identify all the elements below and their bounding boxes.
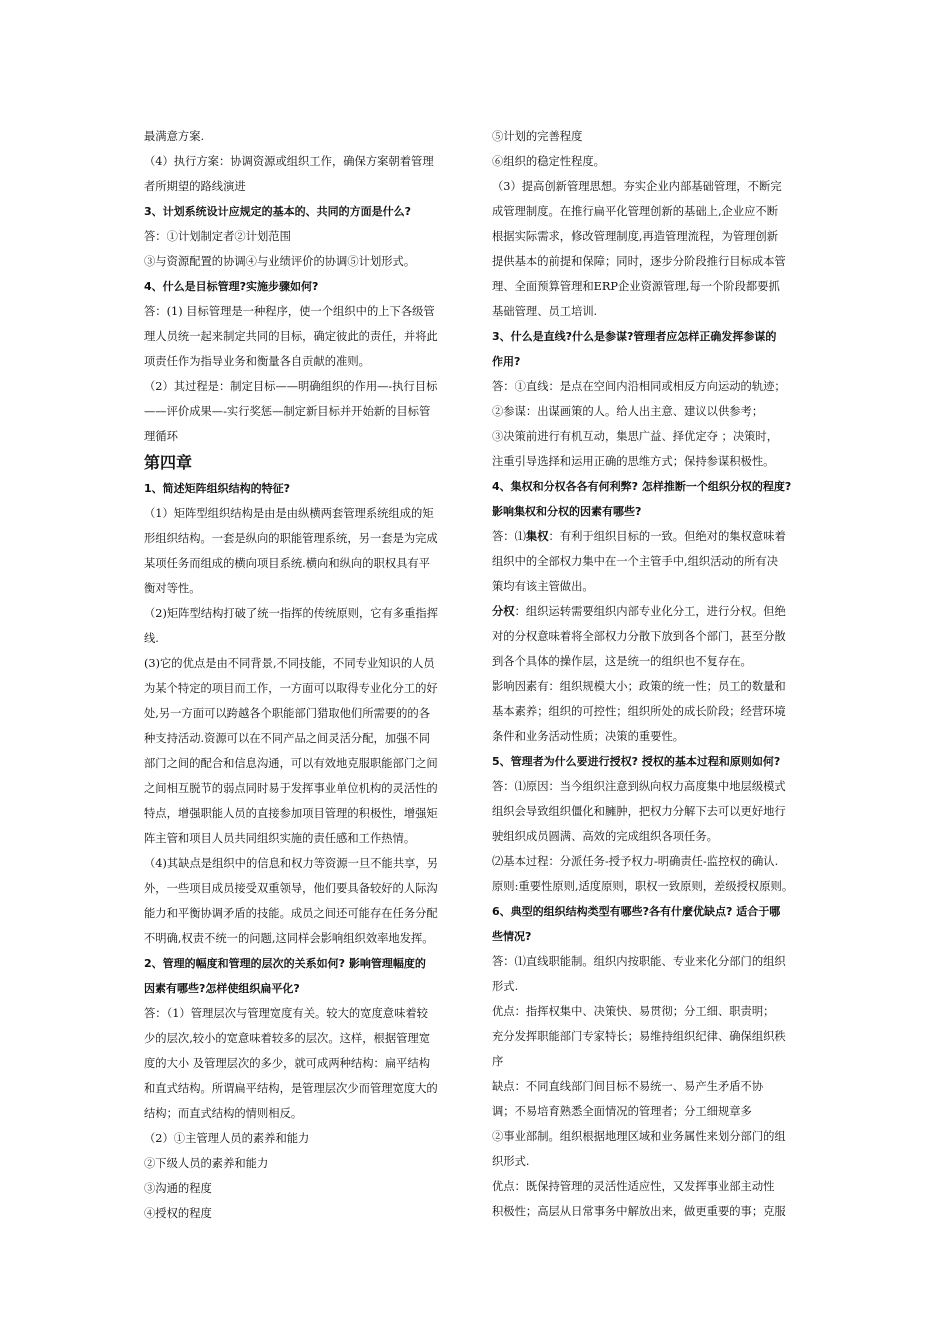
line-text: 衡对等性。 bbox=[144, 582, 201, 595]
text-line bbox=[492, 1024, 814, 1049]
line-text: 提供基本的前提和保障；同时，逐步分阶段推行目标成本管 bbox=[492, 255, 786, 268]
line-text: 驶组织成员圆满、高效的完成组织各项任务。 bbox=[492, 830, 718, 843]
text-line bbox=[492, 649, 814, 674]
line-text: 调；不易培育熟悉全面情况的管理者；分工细规章多 bbox=[492, 1105, 752, 1118]
line-text: ⑥组织的稳定性程度。 bbox=[492, 155, 605, 168]
text-line bbox=[144, 1176, 462, 1201]
line-text: 线. bbox=[144, 632, 159, 645]
text-line bbox=[492, 974, 814, 999]
text-line bbox=[492, 1099, 814, 1124]
line-text: 基本素养；组织的可控性；组织所处的成长阶段；经营环境 bbox=[492, 705, 786, 718]
left-text-column bbox=[144, 124, 462, 1226]
line-text: 5、管理者为什么要进行授权? 授权的基本过程和原则如何? bbox=[492, 755, 781, 768]
line-text: 组织会导致组织僵化和臃肿，把权力分解下去可以更好地行 bbox=[492, 805, 786, 818]
text-line bbox=[492, 524, 814, 549]
line-text: ④授权的程度 bbox=[144, 1207, 212, 1220]
keyword: 分权 bbox=[492, 605, 515, 618]
text-line bbox=[492, 674, 814, 699]
text-line bbox=[144, 1126, 462, 1151]
line-text: 答：⑴原因：当今组织注意到纵向权力高度集中地层级模式 bbox=[492, 780, 786, 793]
text-line bbox=[144, 424, 462, 449]
text-line bbox=[144, 876, 462, 901]
line-text: 影响集权和分权的因素有哪些? bbox=[492, 505, 642, 518]
text-line bbox=[492, 574, 814, 599]
text-line bbox=[144, 224, 462, 249]
line-text: （1）矩阵型组织结构是由是由纵横两套管理系统组成的矩 bbox=[144, 507, 434, 520]
text-line bbox=[144, 751, 462, 776]
line-text: 第四章 bbox=[144, 453, 193, 472]
line-text: 少的层次,较小的宽意味着较多的层次。这样，根据管理宽 bbox=[144, 1032, 431, 1045]
line-text: 答：⑴直线职能制。组织内按职能、专业来化分部门的组织 bbox=[492, 955, 786, 968]
line-text: 优点：指挥权集中、决策快、易贯彻；分工细、职责明； bbox=[492, 1005, 775, 1018]
line-text: 优点：既保持管理的灵活性适应性，又发挥事业部主动性 bbox=[492, 1180, 775, 1193]
text-line bbox=[492, 849, 814, 874]
line-text: 6、典型的组织结构类型有哪些?各有什麼优缺点? 适合于哪 bbox=[492, 905, 781, 918]
text-line bbox=[492, 449, 814, 474]
line-text: 部门之间的配合和信息沟通，可以有效地克服职能部门之间 bbox=[144, 757, 438, 770]
text-line bbox=[144, 676, 462, 701]
text-line bbox=[144, 601, 462, 626]
text-line bbox=[492, 1149, 814, 1174]
text-line bbox=[144, 551, 462, 576]
line-text: ⑤计划的完善程度 bbox=[492, 130, 583, 143]
text-line bbox=[144, 149, 462, 174]
text-line bbox=[492, 274, 814, 299]
text-line bbox=[144, 901, 462, 926]
line-text: 答：（1）管理层次与管理宽度有关。较大的宽度意味着较 bbox=[144, 1007, 428, 1020]
line-text: 形式. bbox=[492, 980, 519, 993]
text-line bbox=[144, 324, 462, 349]
text-line bbox=[492, 1074, 814, 1099]
text-line bbox=[492, 249, 814, 274]
line-text: 2、管理的幅度和管理的层次的关系如何? 影响管理幅度的 bbox=[144, 957, 426, 970]
keyword: 集权 bbox=[525, 530, 549, 543]
text-line bbox=[492, 549, 814, 574]
text-line bbox=[144, 1076, 462, 1101]
text-line bbox=[144, 701, 462, 726]
text-line bbox=[492, 374, 814, 399]
text-line bbox=[144, 299, 462, 324]
text-line bbox=[492, 1174, 814, 1199]
line-text: （4)其缺点是组织中的信息和权力等资源一旦不能共享，另 bbox=[144, 857, 439, 870]
line-text: 些情况? bbox=[492, 930, 532, 943]
line-text: 形组织结构。一套是纵向的职能管理系统，另一套是为完成 bbox=[144, 532, 438, 545]
line-text: 成管理制度。在推行扁平化管理创新的基础上,企业应不断 bbox=[492, 205, 779, 218]
line-text: （2)矩阵型结构打破了统一指挥的传统原则，它有多重指挥 bbox=[144, 607, 439, 620]
text-line bbox=[144, 826, 462, 851]
question-heading bbox=[144, 976, 462, 1001]
text-line bbox=[492, 1049, 814, 1074]
text-line bbox=[144, 1151, 462, 1176]
text-line bbox=[144, 776, 462, 801]
line-text: 积极性；高层从日常事务中解放出来，做更重要的事；克服 bbox=[492, 1205, 786, 1218]
line-text: 1、简述矩阵组织结构的特征? bbox=[144, 482, 291, 495]
text-line bbox=[492, 199, 814, 224]
line-text: 度的大小 及管理层次的多少，就可成两种结构：扁平结构 bbox=[144, 1057, 431, 1070]
line-text: 某项任务而组成的横向项目系统.横向和纵向的职权具有平 bbox=[144, 557, 431, 570]
line-text: ②参谋：出谋画策的人。给人出主意、建议以供参考； bbox=[492, 405, 764, 418]
question-heading bbox=[492, 899, 814, 924]
text-line bbox=[492, 724, 814, 749]
question-heading bbox=[144, 274, 462, 299]
text-line bbox=[144, 399, 462, 424]
text-line bbox=[492, 999, 814, 1024]
question-heading bbox=[492, 349, 814, 374]
text-line bbox=[492, 599, 814, 624]
text-line bbox=[144, 501, 462, 526]
line-text: （4）执行方案：协调资源或组织工作，确保方案朝着管理 bbox=[144, 155, 434, 168]
text-line bbox=[492, 949, 814, 974]
text-line bbox=[492, 699, 814, 724]
line-text: 对的分权意味着将全部权力分散下放到各个部门，甚至分散 bbox=[492, 630, 786, 643]
text-line bbox=[144, 926, 462, 951]
text-line bbox=[492, 399, 814, 424]
chapter-heading bbox=[144, 449, 462, 476]
line-text: 4、集权和分权各各有何利弊? 怎样推断一个组织分权的程度? bbox=[492, 480, 792, 493]
line-text: 序 bbox=[492, 1055, 504, 1068]
line-text-rest: ：有利于组织目标的一致。但绝对的集权意味着 bbox=[548, 530, 786, 543]
line-text: 不明确,权责不统一的问题,这同样会影响组织效率地发挥。 bbox=[144, 932, 434, 945]
line-text: ③决策前进行有机互动，集思广益、择优定夺 ；决策时， bbox=[492, 430, 779, 443]
line-text: 特点，增强职能人员的直接参加项目管理的积极性，增强矩 bbox=[144, 807, 438, 820]
text-line bbox=[144, 1026, 462, 1051]
text-line bbox=[144, 1101, 462, 1126]
question-heading bbox=[492, 499, 814, 524]
line-text: 3、计划系统设计应规定的基本的、共同的方面是什么? bbox=[144, 205, 412, 218]
question-heading bbox=[492, 924, 814, 949]
question-heading bbox=[492, 749, 814, 774]
text-line bbox=[144, 651, 462, 676]
text-line bbox=[492, 799, 814, 824]
line-text: 缺点：不同直线部门间目标不易统一、易产生矛盾不协 bbox=[492, 1080, 764, 1093]
line-text: 注重引导选择和运用正确的思维方式；保持参谋积极性。 bbox=[492, 455, 775, 468]
text-line bbox=[492, 424, 814, 449]
text-line bbox=[492, 624, 814, 649]
right-text-column bbox=[492, 124, 814, 1224]
text-line bbox=[492, 124, 814, 149]
line-text: 3、什么是直线?什么是参谋?管理者应怎样正确发挥参谋的 bbox=[492, 330, 777, 343]
text-line bbox=[492, 174, 814, 199]
line-text: 充分发挥职能部门专家特长；易维持组织纪律、确保组织秩 bbox=[492, 1030, 786, 1043]
line-text: ②事业部制。组织根据地理区域和业务属性来划分部门的组 bbox=[492, 1130, 786, 1143]
line-text: 影响因素有：组织规模大小；政策的统一性；员工的数量和 bbox=[492, 680, 786, 693]
text-line bbox=[144, 1051, 462, 1076]
text-line bbox=[492, 1124, 814, 1149]
line-text: ③沟通的程度 bbox=[144, 1182, 212, 1195]
line-text: （3）提高创新管理思想。夯实企业内部基础管理，不断完 bbox=[492, 180, 782, 193]
line-text: 外，一些项目成员接受双重领导，他们要具备较好的人际沟 bbox=[144, 882, 438, 895]
line-text: （2）其过程是：制定目标——明确组织的作用—-执行目标 bbox=[144, 380, 438, 393]
text-line bbox=[144, 374, 462, 399]
text-line bbox=[144, 526, 462, 551]
line-text: 原则:重要性原则,适度原则，职权一致原则，差级授权原则。 bbox=[492, 880, 794, 893]
line-text: 策均有该主管做出。 bbox=[492, 580, 594, 593]
text-line bbox=[144, 1201, 462, 1226]
line-text: 最满意方案. bbox=[144, 130, 205, 143]
text-line bbox=[144, 349, 462, 374]
line-text: 因素有哪些?怎样使组织扁平化? bbox=[144, 982, 300, 995]
text-line bbox=[492, 774, 814, 799]
text-line bbox=[144, 851, 462, 876]
line-text: 答：⑴ bbox=[492, 530, 526, 543]
line-text: 基础管理、员工培训. bbox=[492, 305, 598, 318]
line-text: 项责任作为指导业务和衡量各自贡献的准则。 bbox=[144, 355, 370, 368]
line-text: 根据实际需求，修改管理制度,再造管理流程，为管理创新 bbox=[492, 230, 779, 243]
line-text: ⑵基本过程：分派任务-授予权力-明确责任-监控权的确认. bbox=[492, 855, 779, 868]
line-text: 能力和平衡协调矛盾的技能。成员之间还可能存在任务分配 bbox=[144, 907, 438, 920]
line-text: 作用? bbox=[492, 355, 521, 368]
line-text: 之间相互脱节的弱点同时易于发挥事业单位机构的灵活性的 bbox=[144, 782, 438, 795]
line-text: 理循环 bbox=[144, 430, 178, 443]
line-text-rest: ：组织运转需要组织内部专业化分工，进行分权。但绝 bbox=[514, 605, 786, 618]
question-heading bbox=[492, 474, 814, 499]
line-text: 条件和业务活动性质；决策的重要性。 bbox=[492, 730, 685, 743]
text-line bbox=[492, 224, 814, 249]
line-text: 和直式结构。所谓扁平结构，是管理层次少而管理宽度大的 bbox=[144, 1082, 438, 1095]
line-text: 者所期望的路线演进 bbox=[144, 180, 246, 193]
line-text: 阵主管和项目人员共同组织实施的责任感和工作热情。 bbox=[144, 832, 416, 845]
text-line bbox=[144, 1001, 462, 1026]
line-text: ③与资源配置的协调④与业绩评价的协调⑤计划形式。 bbox=[144, 255, 416, 268]
text-line bbox=[492, 874, 814, 899]
line-text: （2）①主管理人员的素养和能力 bbox=[144, 1132, 310, 1145]
text-line bbox=[144, 576, 462, 601]
text-line bbox=[492, 149, 814, 174]
text-line bbox=[144, 726, 462, 751]
question-heading bbox=[144, 476, 462, 501]
text-line bbox=[144, 801, 462, 826]
text-line bbox=[492, 1199, 814, 1224]
text-line bbox=[144, 124, 462, 149]
line-text: ②下级人员的素养和能力 bbox=[144, 1157, 269, 1170]
line-text: 处,另一方面可以跨越各个职能部门猎取他们所需要的的各 bbox=[144, 707, 431, 720]
text-line bbox=[492, 299, 814, 324]
line-text: ——评价成果—-实行奖惩—制定新目标并开始新的目标管 bbox=[144, 405, 431, 418]
question-heading bbox=[144, 951, 462, 976]
text-line bbox=[144, 626, 462, 651]
line-text: 理、全面预算管理和ERP企业资源管理,每一个阶段都要抓 bbox=[492, 280, 780, 293]
line-text: 组织中的全部权力集中在一个主管手中,组织活动的所有决 bbox=[492, 555, 779, 568]
line-text: 到各个具体的操作层，这是统一的组织也不复存在。 bbox=[492, 655, 752, 668]
line-text: 答：(1) 目标管理是一种程序，使一个组织中的上下各级管 bbox=[144, 305, 435, 318]
text-line bbox=[144, 249, 462, 274]
line-text: 答：①计划制定者②计划范围 bbox=[144, 230, 291, 243]
line-text: 种支持活动.资源可以在不同产品之间灵活分配，加强不同 bbox=[144, 732, 431, 745]
line-text: 答：①直线：是点在空间内沿相同或相反方向运动的轨迹； bbox=[492, 380, 786, 393]
question-heading bbox=[144, 199, 462, 224]
line-text: 结构；而直式结构的情则相反。 bbox=[144, 1107, 303, 1120]
line-text: 织形式. bbox=[492, 1155, 530, 1168]
line-text: (3)它的优点是由不同背景,不同技能，不同专业知识的人员 bbox=[144, 657, 435, 670]
line-text: 理人员统一起来制定共同的目标，确定彼此的责任，并将此 bbox=[144, 330, 438, 343]
text-line bbox=[492, 824, 814, 849]
line-text: 为某个特定的项目而工作，一方面可以取得专业化分工的好 bbox=[144, 682, 438, 695]
line-text: 4、什么是目标管理?实施步骤如何? bbox=[144, 280, 319, 293]
question-heading bbox=[492, 324, 814, 349]
text-line bbox=[144, 174, 462, 199]
